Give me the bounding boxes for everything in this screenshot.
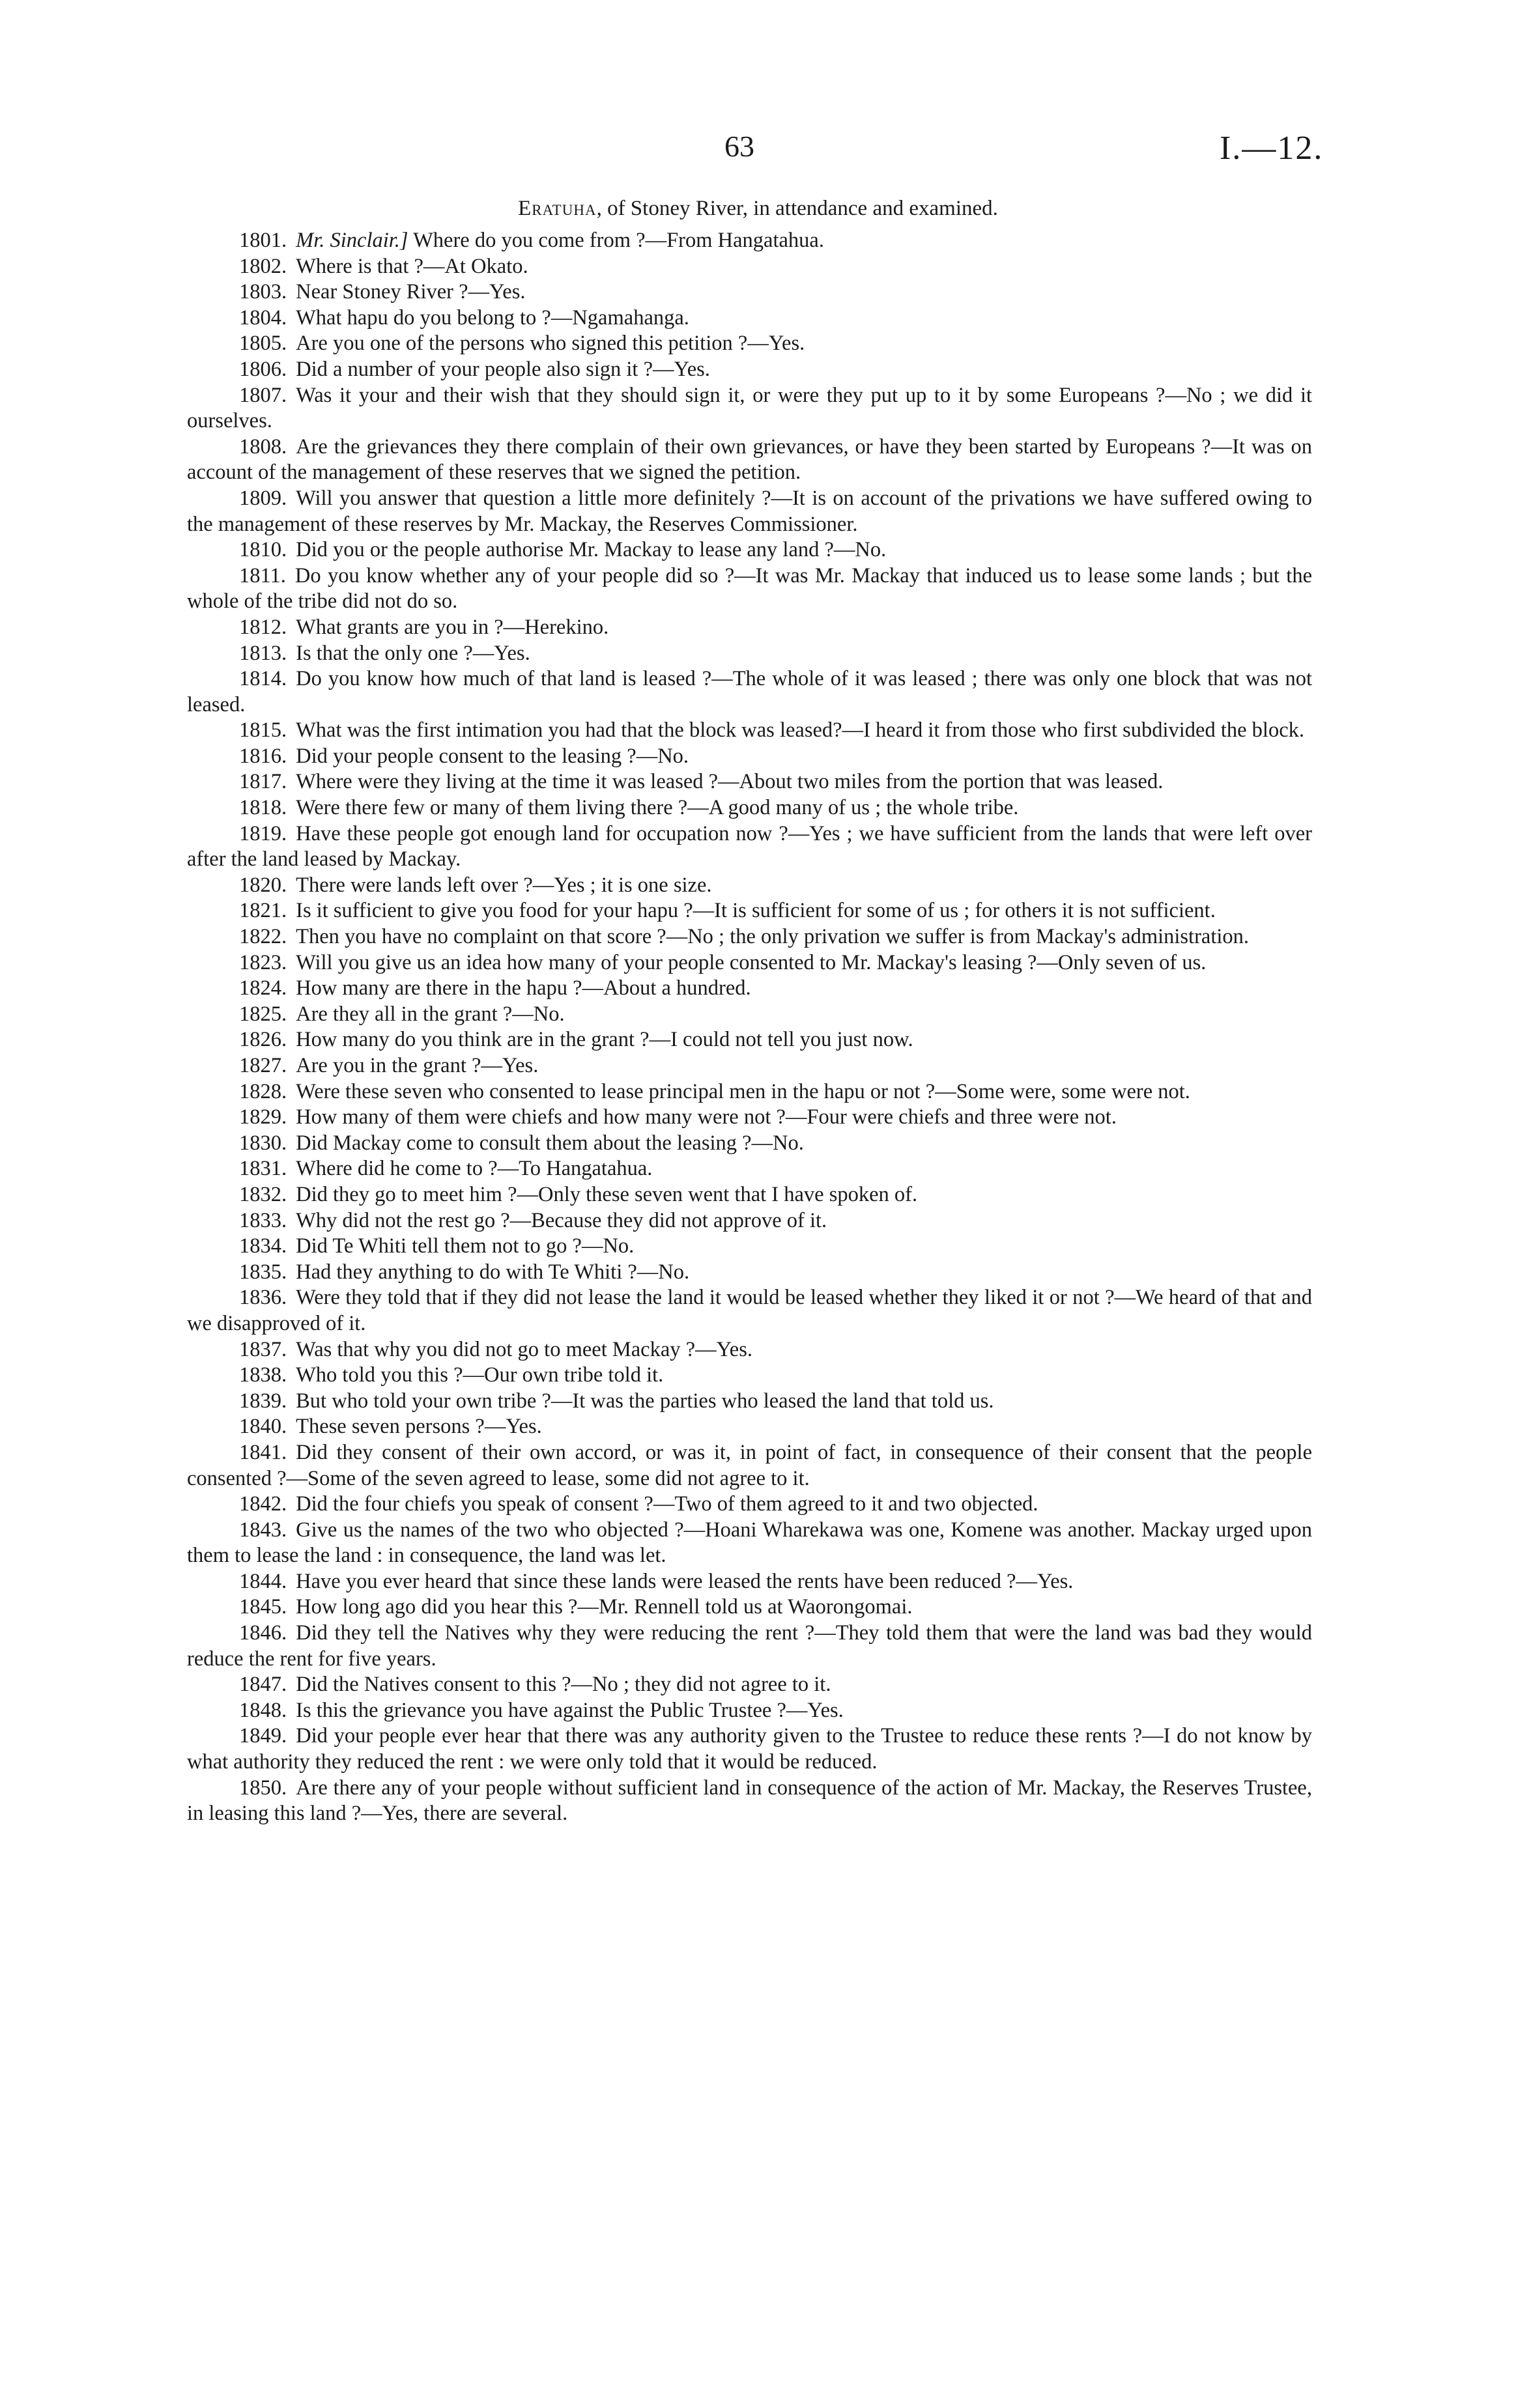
question-answer-paragraph xyxy=(187,873,1312,899)
question-answer-paragraph xyxy=(187,1260,1312,1286)
question-number: 1815. xyxy=(239,718,287,743)
question-answer-paragraph xyxy=(187,744,1312,770)
question-answer-text: Was that why you did not go to meet Mackay ?—Yes. xyxy=(296,1337,752,1361)
question-answer-text: Did they consent of their own accord, or was it, in point of fact, in consequence of their consent that the people consented ?—Some of the seven agreed to lease, some did not agree to it. xyxy=(187,1440,1312,1490)
question-answer-text: Were they told that if they did not lease the land it would be leased whether they liked it or not ?—We heard of that and we disapproved of it. xyxy=(187,1286,1312,1335)
question-number: 1804. xyxy=(239,305,287,330)
question-number: 1824. xyxy=(239,976,287,1000)
question-answer-paragraph xyxy=(187,950,1312,976)
question-number: 1806. xyxy=(239,357,287,381)
question-answer-paragraph xyxy=(187,1414,1312,1440)
question-number: 1845. xyxy=(239,1595,287,1619)
question-answer-text: Had they anything to do with Te Whiti ?—No. xyxy=(296,1260,690,1284)
question-answer-text: Do you know whether any of your people did so ?—It was Mr. Mackay that induced us to lease some lands ; but the whole of the tribe did not do so. xyxy=(187,563,1312,614)
question-answer-paragraph xyxy=(187,1285,1312,1337)
question-number: 1801. xyxy=(239,229,287,252)
question-answer-paragraph xyxy=(187,1363,1312,1389)
question-answer-paragraph xyxy=(187,279,1312,305)
question-number: 1833. xyxy=(239,1208,287,1232)
question-number: 1805. xyxy=(239,332,287,356)
question-answer-paragraph xyxy=(187,1131,1312,1157)
question-answer-text: Why did not the rest go ?—Because they did not approve of it. xyxy=(296,1208,827,1232)
question-answer-paragraph xyxy=(187,795,1312,821)
question-number: 1810. xyxy=(239,538,287,562)
page-number: 63 xyxy=(724,130,754,163)
question-answer-paragraph xyxy=(187,924,1312,950)
question-number: 1802. xyxy=(239,254,287,278)
question-answer-text: Near Stoney River ?—Yes. xyxy=(296,280,526,304)
question-answer-text: What grants are you in ?—Herekino. xyxy=(296,615,609,639)
question-answer-paragraph xyxy=(187,976,1312,1002)
question-answer-text: Did they go to meet him ?—Only these seven went that I have spoken of. xyxy=(296,1182,918,1206)
question-answer-paragraph xyxy=(187,254,1312,280)
question-number: 1818. xyxy=(239,796,287,820)
question-number: 1819. xyxy=(239,821,287,845)
question-answer-paragraph xyxy=(187,1079,1312,1105)
question-answer-paragraph xyxy=(187,769,1312,795)
question-number: 1816. xyxy=(239,744,287,768)
question-answer-text: What hapu do you belong to ?—Ngamahanga. xyxy=(296,305,689,330)
question-answer-text: Did the Natives consent to this ?—No ; they did not agree to it. xyxy=(296,1673,831,1697)
question-answer-paragraph xyxy=(187,537,1312,563)
question-answer-text: Are the grievances they there complain of their own grievances, or have they been started by Europeans ?—It was on account of the management of these reserves that we signed the petition. xyxy=(187,434,1312,485)
question-number: 1830. xyxy=(239,1131,287,1155)
question-number: 1832. xyxy=(239,1182,287,1206)
question-answer-text: There were lands left over ?—Yes ; it is one size. xyxy=(296,873,712,897)
question-answer-paragraph xyxy=(187,563,1312,615)
question-answer-text: Did a number of your people also sign it ?—Yes. xyxy=(296,357,710,381)
question-answer-paragraph xyxy=(187,1672,1312,1698)
question-answer-text: Have you ever heard that since these lands were leased the rents have been reduced ?—Yes. xyxy=(296,1569,1074,1593)
question-answer-paragraph xyxy=(187,821,1312,873)
question-answer-text: How many do you think are in the grant ?—I could not tell you just now. xyxy=(296,1028,913,1052)
question-answer-paragraph xyxy=(187,331,1312,357)
question-number: 1844. xyxy=(239,1569,287,1593)
question-number: 1826. xyxy=(239,1028,287,1052)
question-answer-text: Are you in the grant ?—Yes. xyxy=(296,1054,539,1077)
question-number: 1847. xyxy=(239,1673,287,1697)
question-answer-paragraph xyxy=(187,383,1312,434)
question-answer-paragraph xyxy=(187,1208,1312,1234)
question-number: 1803. xyxy=(239,280,287,304)
question-answer-paragraph xyxy=(187,486,1312,537)
question-number: 1817. xyxy=(239,770,287,794)
question-answer-paragraph xyxy=(187,1337,1312,1363)
witness-heading-text: , of Stoney River, in attendance and examined. xyxy=(596,197,998,220)
question-number: 1808. xyxy=(239,434,287,459)
question-number: 1843. xyxy=(239,1518,287,1542)
question-number: 1812. xyxy=(239,615,287,639)
question-answer-paragraph xyxy=(187,1569,1312,1595)
question-answer-paragraph xyxy=(187,1440,1312,1492)
question-number: 1821. xyxy=(239,899,287,923)
question-answer-text: Did Mackay come to consult them about the leasing ?—No. xyxy=(296,1131,804,1155)
question-answer-paragraph xyxy=(187,1105,1312,1131)
question-answer-paragraph xyxy=(187,1027,1312,1053)
question-number: 1841. xyxy=(239,1440,287,1464)
question-answer-paragraph xyxy=(187,357,1312,383)
question-number: 1827. xyxy=(239,1054,287,1077)
question-answer-text: Did your people consent to the leasing ?—No. xyxy=(296,744,689,768)
question-answer-text: What was the first intimation you had that the block was leased?—I heard it from those who first subdivided the block. xyxy=(296,718,1305,743)
question-answer-paragraph xyxy=(187,1492,1312,1518)
question-answer-text: How many are there in the hapu ?—About a hundred. xyxy=(296,976,751,1000)
question-number: 1839. xyxy=(239,1389,287,1413)
question-answer-paragraph xyxy=(187,615,1312,641)
question-answer-text: Did you or the people authorise Mr. Mackay to lease any land ?—No. xyxy=(296,538,887,562)
question-number: 1834. xyxy=(239,1234,287,1258)
question-answer-paragraph xyxy=(187,1594,1312,1621)
question-answer-text: Then you have no complaint on that score ?—No ; the only privation we suffer is from Mackay's administration. xyxy=(296,925,1250,949)
question-answer-paragraph xyxy=(187,718,1312,744)
question-answer-text: Were these seven who consented to lease principal men in the hapu or not ?—Some were, some were not. xyxy=(296,1079,1190,1103)
question-answer-text: Did they tell the Natives why they were reducing the rent ?—They told them that were the land was bad they would reduce the rent for five years. xyxy=(187,1621,1312,1671)
question-answer-text: Where do you come from ?—From Hangatahua. xyxy=(413,229,824,252)
question-answer-paragraph xyxy=(187,641,1312,667)
question-answer-paragraph xyxy=(187,228,1312,254)
question-number: 1811. xyxy=(239,563,286,588)
question-answer-paragraph xyxy=(187,1776,1312,1827)
question-answer-text: Give us the names of the two who objected ?—Hoani Wharekawa was one, Komene was another. Mackay urged upon them to lease the land : in consequence, the land was let. xyxy=(187,1518,1312,1568)
question-answer-text: Was it your and their wish that they should sign it, or were they put up to it by some Europeans ?—No ; we did it ourselves. xyxy=(187,383,1312,433)
question-answer-paragraph xyxy=(187,1389,1312,1415)
question-answer-paragraph xyxy=(187,1182,1312,1208)
question-number: 1820. xyxy=(239,873,287,897)
question-number: 1840. xyxy=(239,1415,287,1439)
question-number: 1849. xyxy=(239,1724,287,1748)
question-answer-text: Were there few or many of them living there ?—A good many of us ; the whole tribe. xyxy=(296,796,1019,820)
question-answer-text: Are you one of the persons who signed this petition ?—Yes. xyxy=(296,332,805,356)
question-number: 1828. xyxy=(239,1079,287,1103)
question-answer-text: Did Te Whiti tell them not to go ?—No. xyxy=(296,1234,635,1258)
question-answer-text: Did the four chiefs you speak of consent ?—Two of them agreed to it and two objected. xyxy=(296,1492,1038,1516)
question-answer-text: Where were they living at the time it was leased ?—About two miles from the portion that was leased. xyxy=(296,770,1164,794)
question-answer-text: Are there any of your people without sufficient land in consequence of the action of Mr. Mackay, the Reserves Trustee, in leasing this land ?—Yes, there are several. xyxy=(187,1776,1312,1826)
question-answer-text: Do you know how much of that land is leased ?—The whole of it was leased ; there was only one block that was not leased. xyxy=(187,667,1312,716)
question-number: 1850. xyxy=(239,1776,287,1800)
question-number: 1807. xyxy=(239,383,287,407)
question-number: 1809. xyxy=(239,486,287,510)
question-answer-text: Are they all in the grant ?—No. xyxy=(296,1002,565,1026)
question-number: 1835. xyxy=(239,1260,287,1284)
question-answer-text: Will you give us an idea how many of your people consented to Mr. Mackay's leasing ?—Only seven of us. xyxy=(296,950,1207,974)
question-answer-text: Is it sufficient to give you food for your hapu ?—It is sufficient for some of us ; for others it is not sufficient. xyxy=(296,899,1216,923)
question-number: 1838. xyxy=(239,1363,287,1387)
witness-heading xyxy=(0,197,1516,221)
witness-name: Eratuha xyxy=(518,197,597,220)
question-answer-text: How long ago did you hear this ?—Mr. Rennell told us at Waorongomai. xyxy=(296,1595,913,1619)
question-answer-paragraph xyxy=(187,1518,1312,1569)
question-number: 1823. xyxy=(239,950,287,974)
question-answer-text: Where did he come to ?—To Hangatahua. xyxy=(296,1157,653,1181)
question-answer-text: Have these people got enough land for occupation now ?—Yes ; we have sufficient from the lands that were left over after the land leased by Mackay. xyxy=(187,821,1312,871)
question-answer-text: But who told your own tribe ?—It was the parties who leased the land that told us. xyxy=(296,1389,994,1413)
question-answer-text: Who told you this ?—Our own tribe told it. xyxy=(296,1363,664,1387)
question-answer-paragraph xyxy=(187,1053,1312,1079)
question-number: 1831. xyxy=(239,1157,287,1181)
question-answer-paragraph xyxy=(187,1156,1312,1182)
question-number: 1846. xyxy=(239,1621,287,1645)
document-reference: I.—12. xyxy=(1220,130,1324,167)
question-answer-paragraph xyxy=(187,1723,1312,1775)
question-answer-paragraph xyxy=(187,898,1312,924)
question-answer-text: Is this the grievance you have against the Public Trustee ?—Yes. xyxy=(296,1698,844,1722)
question-answer-text: Is that the only one ?—Yes. xyxy=(296,641,530,665)
question-number: 1814. xyxy=(239,667,287,691)
question-answer-paragraph xyxy=(187,666,1312,718)
question-number: 1822. xyxy=(239,925,287,949)
question-answer-text: These seven persons ?—Yes. xyxy=(296,1415,542,1439)
question-answer-paragraph xyxy=(187,1698,1312,1724)
question-answer-text: Where is that ?—At Okato. xyxy=(296,254,528,278)
question-number: 1825. xyxy=(239,1002,287,1026)
question-number: 1837. xyxy=(239,1337,287,1361)
question-answer-paragraph xyxy=(187,1234,1312,1260)
question-answer-text: Did your people ever hear that there was any authority given to the Trustee to reduce these rents ?—I do not know by what authority they reduced the rent : we were only told that it would be reduced. xyxy=(187,1724,1312,1774)
question-answer-paragraph xyxy=(187,434,1312,486)
question-number: 1842. xyxy=(239,1492,287,1516)
question-answer-paragraph xyxy=(187,1002,1312,1028)
question-answer-paragraph xyxy=(187,305,1312,332)
question-number: 1813. xyxy=(239,641,287,665)
question-answer-text: How many of them were chiefs and how many were not ?—Four were chiefs and three were not. xyxy=(296,1105,1117,1129)
question-number: 1848. xyxy=(239,1698,287,1722)
question-answer-paragraph xyxy=(187,1621,1312,1672)
question-number: 1836. xyxy=(239,1286,287,1310)
question-number: 1829. xyxy=(239,1105,287,1129)
examination-body xyxy=(187,228,1312,1827)
question-answer-text: Will you answer that question a little more definitely ?—It is on account of the privations we have suffered owing to the management of these reserves by Mr. Mackay, the Reserves Commissioner. xyxy=(187,486,1312,536)
speaker-label: Mr. Sinclair.] xyxy=(296,229,408,252)
